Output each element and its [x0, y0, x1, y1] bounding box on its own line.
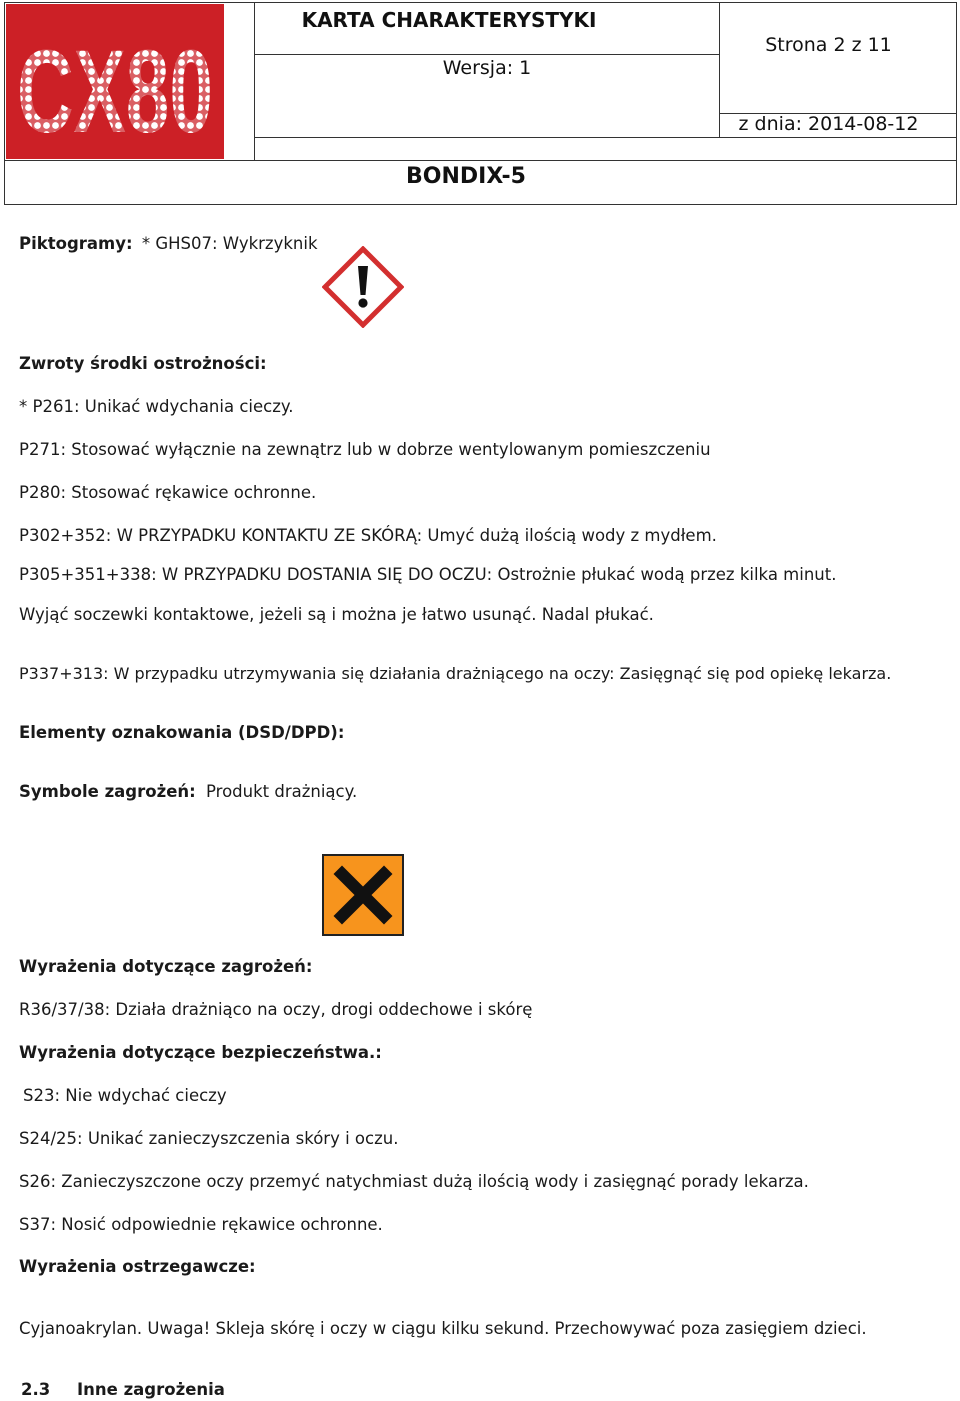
- cx80-logo-icon: [6, 4, 224, 159]
- precautions-heading: Zwroty środki ostrożności:: [19, 354, 267, 373]
- ghs07-exclamation-icon: [322, 246, 404, 328]
- symbols-value: Produkt drażniący.: [205, 782, 358, 801]
- warning-heading: Wyrażenia ostrzegawcze:: [19, 1257, 256, 1276]
- document-date: z dnia: 2014-08-12: [738, 113, 919, 135]
- page-number: Strona 2 z 11: [765, 34, 892, 56]
- safety-item: S23: Nie wdychać cieczy: [23, 1086, 227, 1105]
- dsd-heading: Elementy oznakowania (DSD/DPD):: [19, 723, 345, 742]
- precaution-item: * P261: Unikać wdychania cieczy.: [19, 397, 294, 416]
- logo: [6, 4, 224, 159]
- precaution-item: P280: Stosować rękawice ochronne.: [19, 483, 317, 502]
- warning-text: Cyjanoakrylan. Uwaga! Skleja skórę i oczy w ciągu kilku sekund. Przechowywać poza zasięgiem dzieci.: [19, 1319, 867, 1338]
- safety-heading: Wyrażenia dotyczące bezpieczeństwa.:: [19, 1043, 382, 1062]
- safety-item: S24/25: Unikać zanieczyszczenia skóry i oczu.: [19, 1129, 399, 1148]
- pictograms-value: * GHS07: Wykrzyknik: [141, 234, 318, 253]
- product-name: BONDIX-5: [406, 164, 526, 189]
- precaution-item: P337+313: W przypadku utrzymywania się działania drażniącego na oczy: Zasięgnąć się pod opiekę lekarza.: [19, 664, 892, 683]
- symbols-label: Symbole zagrożeń:: [19, 782, 196, 801]
- section-number: 2.3: [21, 1380, 51, 1399]
- precaution-item: P305+351+338: W PRZYPADKU DOSTANIA SIĘ DO OCZU: Ostrożnie płukać wodą przez kilka minut.: [19, 565, 837, 584]
- symbols-row: [19, 781, 357, 803]
- pictograms-row: [19, 233, 318, 255]
- precaution-item: P271: Stosować wyłącznie na zewnątrz lub w dobrze wentylowanym pomieszczeniu: [19, 440, 711, 459]
- pictograms-label: Piktogramy:: [19, 234, 133, 253]
- xi-irritant-icon: [322, 854, 404, 936]
- risk-item: R36/37/38: Działa drażniąco na oczy, drogi oddechowe i skórę: [19, 1000, 533, 1019]
- safety-item: S37: Nosić odpowiednie rękawice ochronne.: [19, 1215, 383, 1234]
- precaution-item: Wyjąć soczewki kontaktowe, jeżeli są i można je łatwo usunąć. Nadal płukać.: [19, 605, 654, 624]
- safety-item: S26: Zanieczyszczone oczy przemyć natychmiast dużą ilością wody i zasięgnąć porady lekarza.: [19, 1172, 809, 1191]
- precaution-item: P302+352: W PRZYPADKU KONTAKTU ZE SKÓRĄ: Umyć dużą ilością wody z mydłem.: [19, 526, 717, 545]
- document-title: KARTA CHARAKTERYSTYKI: [301, 8, 597, 32]
- risk-heading: Wyrażenia dotyczące zagrożeń:: [19, 957, 313, 976]
- section-title: Inne zagrożenia: [77, 1380, 225, 1399]
- version: Wersja: 1: [442, 57, 532, 79]
